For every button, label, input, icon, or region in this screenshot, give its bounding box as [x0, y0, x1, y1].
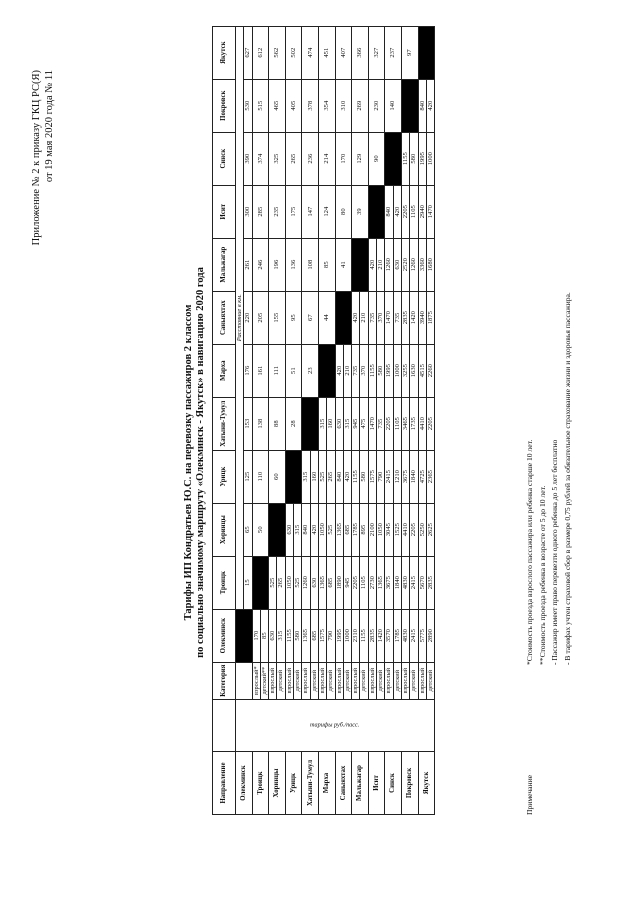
fare-adult: 170: [252, 609, 260, 662]
table-header-row: [213, 26, 236, 814]
direction-cell: Якутск: [418, 752, 435, 815]
fare-child: 630: [310, 556, 318, 609]
fare-child: 1420: [410, 291, 418, 344]
direction-cell: Хоринцы: [269, 752, 286, 815]
category-adult: взрослый: [385, 662, 393, 699]
distance-cell: 175: [285, 185, 302, 238]
distance-cell: 60: [269, 450, 286, 503]
table-row: [252, 26, 260, 814]
fare-adult: 3940: [418, 291, 426, 344]
fare-adult: 1155: [285, 609, 293, 662]
fare-adult: 420: [335, 344, 343, 397]
fare-adult: 630: [269, 609, 277, 662]
fare-child: 1840: [410, 450, 418, 503]
distance-cell: 15: [244, 556, 252, 609]
distance-cell: 176: [244, 344, 252, 397]
distance-cell: 85: [318, 238, 335, 291]
fare-child: 315: [343, 397, 351, 450]
fare-adult: 945: [352, 397, 360, 450]
column-header: Троицк: [213, 556, 236, 609]
column-header: Урицк: [213, 450, 236, 503]
fare-child: 420: [343, 450, 351, 503]
fare-child: 1785: [393, 609, 401, 662]
fare-adult: 4830: [401, 609, 409, 662]
distance-cell: 407: [335, 26, 352, 79]
direction-cell: Хатыни-Тумул: [302, 752, 319, 815]
distance-cell: 51: [285, 344, 302, 397]
fare-adult: 4515: [418, 344, 426, 397]
distance-cell: 515: [252, 79, 269, 132]
column-header: Олекминск: [213, 609, 236, 662]
distance-cell: 155: [269, 291, 286, 344]
table-row: [236, 26, 244, 814]
category-child: детский: [410, 662, 418, 699]
fare-table: [212, 26, 435, 815]
distance-cell: 65: [244, 503, 252, 556]
fare-adult: 2940: [418, 185, 426, 238]
distance-cell: 50: [252, 503, 269, 556]
column-header: Якутск: [213, 26, 236, 79]
distance-cell: 366: [352, 26, 369, 79]
diagonal-cell: [368, 185, 385, 238]
distance-cell: 44: [318, 291, 335, 344]
fare-adult: 525: [318, 450, 326, 503]
fare-adult: 3675: [385, 556, 393, 609]
diagonal-cell: [352, 238, 369, 291]
header-unit: [213, 699, 236, 751]
distance-cell: 300: [244, 185, 252, 238]
fare-child: 315: [294, 503, 302, 556]
fare-child: 2205: [426, 397, 434, 450]
fare-adult: 840: [418, 79, 426, 132]
distance-cell: 390: [244, 132, 252, 185]
fare-child: 1840: [393, 556, 401, 609]
distance-cell: 125: [244, 450, 252, 503]
fare-child: 1680: [426, 238, 434, 291]
distance-cell: 39: [352, 185, 369, 238]
fare-adult: 1470: [368, 397, 376, 450]
fare-adult: 1995: [385, 344, 393, 397]
fare-adult: 315: [302, 450, 310, 503]
fare-child: 1155: [360, 609, 368, 662]
fare-adult: 2310: [352, 609, 360, 662]
distance-cell: 205: [252, 291, 269, 344]
fare-child: 370: [360, 344, 368, 397]
fare-adult: 420: [368, 238, 376, 291]
fare-child: 370: [377, 291, 385, 344]
table-row: [352, 26, 360, 814]
column-header: Хоринцы: [213, 503, 236, 556]
fare-adult: 1260: [385, 238, 393, 291]
distance-cell: 124: [318, 185, 335, 238]
appendix-header: [30, 70, 56, 245]
fare-child: 315: [277, 609, 285, 662]
category-child: детский: [310, 662, 318, 699]
fare-adult: 4410: [418, 397, 426, 450]
distance-cell: 269: [352, 79, 369, 132]
fare-adult: 840: [302, 503, 310, 556]
column-header: Покровск: [213, 79, 236, 132]
fare-child: 2415: [410, 556, 418, 609]
fare-adult: 630: [335, 397, 343, 450]
fare-child: 2890: [426, 609, 434, 662]
category-adult: взрослый: [401, 662, 409, 699]
fare-child: 85: [260, 609, 268, 662]
fare-child: 1735: [410, 397, 418, 450]
fare-adult: 1470: [385, 291, 393, 344]
distance-cell: 196: [269, 238, 286, 291]
category-adult: взрослый: [302, 662, 310, 699]
fare-child: 1630: [410, 344, 418, 397]
column-header: Марха: [213, 344, 236, 397]
distance-cell: 374: [252, 132, 269, 185]
fare-child: 580: [377, 344, 385, 397]
fare-child: 735: [393, 291, 401, 344]
fare-adult: 525: [269, 556, 277, 609]
direction-cell: Марха: [318, 752, 335, 815]
column-header: Саныяхтах: [213, 291, 236, 344]
distance-cell: 147: [302, 185, 319, 238]
diagonal-cell: [401, 79, 418, 132]
title-line-1: Тарифы ИП Кондратьев Ю.С. на перевозку пассажиров 2 классом: [183, 304, 194, 621]
fare-child: 1000: [393, 344, 401, 397]
fare-child: 895: [360, 503, 368, 556]
note-item: **Стоимость проезда ребенка в возрасте от 5 до 10 лет.: [537, 485, 547, 665]
fare-adult: 2100: [368, 503, 376, 556]
table-row: [426, 26, 434, 814]
distance-cell: 236: [302, 132, 319, 185]
direction-cell: Синск: [385, 752, 402, 815]
category-child: детский: [294, 662, 302, 699]
distance-cell: 502: [285, 26, 302, 79]
fare-child: 2205: [410, 503, 418, 556]
diagonal-cell: [285, 450, 302, 503]
fare-adult: 1155: [368, 344, 376, 397]
distance-cell: 90: [368, 132, 385, 185]
diagonal-cell: [302, 397, 319, 450]
table-row: [335, 26, 343, 814]
fare-adult: 4830: [401, 556, 409, 609]
fare-child: 1000: [426, 132, 434, 185]
fare-adult: 735: [352, 344, 360, 397]
fare-adult: 735: [368, 291, 376, 344]
table-row: [410, 26, 418, 814]
category-child: детский: [426, 662, 434, 699]
note-item: - Пассажир имеет право перевезти одного ребенка до 5 лет бесплатно: [550, 439, 559, 665]
fare-adult: 315: [318, 397, 326, 450]
distance-cell: 111: [269, 344, 286, 397]
diagonal-cell: [318, 344, 335, 397]
fare-adult: 1050: [285, 556, 293, 609]
category-child: детский: [343, 662, 351, 699]
fare-child: 1875: [426, 291, 434, 344]
document-title: [183, 10, 207, 915]
fare-child: 735: [377, 397, 385, 450]
fare-child: 1420: [377, 609, 385, 662]
header-category: Категория: [213, 662, 236, 699]
fare-adult: 2520: [401, 238, 409, 291]
fare-adult: 4725: [418, 450, 426, 503]
fare-child: 160: [310, 450, 318, 503]
appendix-line-1: Приложение № 2 к приказу ГКЦ РС(Я): [31, 70, 42, 246]
fare-child: 1470: [426, 185, 434, 238]
fare-adult: 1785: [352, 503, 360, 556]
fare-adult: 1995: [335, 609, 343, 662]
fare-adult: 1260: [302, 556, 310, 609]
distance-cell: 170: [335, 132, 352, 185]
distance-cell: 451: [318, 26, 335, 79]
fare-child: 1105: [393, 397, 401, 450]
direction-cell: Саныяхтах: [335, 752, 352, 815]
category-cell: [236, 662, 253, 699]
fare-child: 580: [360, 450, 368, 503]
distance-cell: 28: [285, 397, 302, 450]
fare-child: 420: [310, 503, 318, 556]
distance-cell: 41: [335, 238, 352, 291]
direction-cell: Урицк: [285, 752, 302, 815]
fare-adult: 2730: [368, 556, 376, 609]
note-item: - В тарифах учтен страховой сбор в размере 0,75 рублей за обязательное страхование жизни и здоровья пассажира.: [562, 292, 572, 665]
fare-adult: 1050: [318, 503, 326, 556]
category-adult: взрослый*: [252, 662, 260, 699]
distance-cell: 325: [269, 132, 286, 185]
fare-adult: 840: [385, 185, 393, 238]
fare-adult: 2835: [401, 291, 409, 344]
fare-child: 2625: [426, 503, 434, 556]
fare-adult: 4410: [401, 503, 409, 556]
diagonal-cell: [385, 132, 402, 185]
fare-child: 685: [327, 556, 335, 609]
distance-cell: 108: [302, 238, 319, 291]
distance-cell: 378: [302, 79, 319, 132]
note-item: *Стоимость проезда взрослого пассажира или ребенка старше 10 лет.: [525, 439, 534, 665]
fare-child: 1105: [410, 185, 418, 238]
fare-child: 945: [343, 556, 351, 609]
table-row: [302, 26, 310, 814]
fare-adult: 2205: [352, 556, 360, 609]
fare-child: 790: [327, 609, 335, 662]
distance-cell: 97: [401, 26, 418, 79]
category-child: детский: [327, 662, 335, 699]
category-adult: взрослый: [352, 662, 360, 699]
distance-cell: 161: [252, 344, 269, 397]
fare-child: 210: [343, 344, 351, 397]
table-row: [285, 26, 293, 814]
direction-cell: Исит: [368, 752, 385, 815]
category-adult: взрослый: [269, 662, 277, 699]
fare-adult: 1365: [318, 556, 326, 609]
fare-adult: 1890: [335, 556, 343, 609]
diagonal-cell: [236, 609, 253, 662]
notes-block: [524, 292, 574, 815]
distance-cell: 285: [252, 185, 269, 238]
category-adult: взрослый: [318, 662, 326, 699]
fare-child: 1260: [410, 238, 418, 291]
distance-cell: 23: [302, 344, 319, 397]
category-adult: взрослый: [418, 662, 426, 699]
category-adult: взрослый: [335, 662, 343, 699]
fare-child: 420: [426, 79, 434, 132]
fare-adult: 630: [285, 503, 293, 556]
category-child: детский: [393, 662, 401, 699]
distance-cell: 136: [285, 238, 302, 291]
distance-cell: 88: [269, 397, 286, 450]
distance-cell: 627: [244, 26, 252, 79]
direction-cell: Покровск: [401, 752, 418, 815]
table-row: [418, 26, 426, 814]
distance-cell: 237: [385, 26, 402, 79]
distance-cell: 354: [318, 79, 335, 132]
fare-child: 525: [294, 556, 302, 609]
distance-label: Расстояние в км.: [236, 26, 244, 609]
category-child: детский: [377, 662, 385, 699]
notes-label: Примечание: [525, 774, 534, 815]
distance-cell: 214: [318, 132, 335, 185]
column-header: Мальжагар: [213, 238, 236, 291]
distance-cell: 327: [368, 26, 385, 79]
fare-child: 1210: [393, 450, 401, 503]
fare-child: 1105: [360, 556, 368, 609]
fare-child: 685: [343, 503, 351, 556]
fare-adult: 3045: [385, 503, 393, 556]
column-header: Синск: [213, 132, 236, 185]
category-child: детский**: [260, 662, 268, 699]
fare-adult: 3465: [401, 397, 409, 450]
fare-child: 475: [360, 397, 368, 450]
fare-child: 790: [377, 450, 385, 503]
diagonal-cell: [418, 26, 435, 79]
distance-cell: 140: [385, 79, 402, 132]
distance-cell: 80: [335, 185, 352, 238]
distance-cell: 220: [244, 291, 252, 344]
fare-child: 580: [410, 132, 418, 185]
direction-cell: Мальжагар: [352, 752, 369, 815]
title-line-2: по социально значимому маршруту «Олекминск - Якутск» в навигацию 2020 года: [195, 267, 206, 658]
fare-child: 2260: [426, 344, 434, 397]
fare-child: 265: [277, 556, 285, 609]
table-row: [401, 26, 409, 814]
fare-child: 525: [327, 503, 335, 556]
fare-adult: 5670: [418, 556, 426, 609]
unit-label-cell: [236, 699, 435, 751]
fare-child: 210: [360, 291, 368, 344]
fare-child: 630: [393, 238, 401, 291]
distance-cell: 612: [252, 26, 269, 79]
distance-cell: 261: [244, 238, 252, 291]
distance-cell: 405: [285, 79, 302, 132]
fare-adult: 2835: [368, 609, 376, 662]
distance-cell: 138: [252, 397, 269, 450]
distance-cell: 246: [252, 238, 269, 291]
fare-child: 2415: [410, 609, 418, 662]
fare-child: 2365: [426, 450, 434, 503]
distance-cell: 310: [335, 79, 352, 132]
column-header: Хатыни-Тумул: [213, 397, 236, 450]
fare-child: 265: [327, 450, 335, 503]
fare-adult: 1155: [401, 132, 409, 185]
direction-cell: Олекминск: [236, 752, 253, 815]
fare-adult: 1155: [352, 450, 360, 503]
distance-cell: 235: [269, 185, 286, 238]
diagonal-cell: [269, 503, 286, 556]
fare-child: 1050: [377, 503, 385, 556]
category-child: детский: [277, 662, 285, 699]
distance-cell: 265: [285, 132, 302, 185]
fare-child: 1365: [377, 556, 385, 609]
fare-adult: 1365: [335, 503, 343, 556]
fare-adult: 1575: [368, 450, 376, 503]
category-adult: взрослый: [285, 662, 293, 699]
fare-adult: 1575: [318, 609, 326, 662]
distance-cell: 110: [252, 450, 269, 503]
header-direction: Направление: [213, 752, 236, 815]
fare-adult: 2205: [385, 397, 393, 450]
fare-adult: 840: [335, 450, 343, 503]
distance-cell: 95: [285, 291, 302, 344]
distance-cell: 530: [244, 79, 252, 132]
direction-cell: Троицк: [252, 752, 269, 815]
distance-cell: 129: [352, 132, 369, 185]
table-row: [368, 26, 376, 814]
fare-adult: 2415: [385, 450, 393, 503]
fare-child: 685: [310, 609, 318, 662]
distance-cell: 465: [269, 79, 286, 132]
distance-cell: 562: [269, 26, 286, 79]
fare-child: 210: [377, 238, 385, 291]
fare-child: 160: [327, 397, 335, 450]
appendix-line-2: от 19 мая 2020 года № 11: [44, 70, 55, 183]
fare-child: 2835: [426, 556, 434, 609]
category-adult: взрослый: [368, 662, 376, 699]
fare-adult: 1365: [302, 609, 310, 662]
diagonal-cell: [335, 291, 352, 344]
distance-cell: 67: [302, 291, 319, 344]
fare-adult: 3570: [385, 609, 393, 662]
table-row: [385, 26, 393, 814]
table-row: [269, 26, 277, 814]
fare-child: 1000: [343, 609, 351, 662]
fare-adult: 420: [352, 291, 360, 344]
diagonal-cell: [252, 556, 269, 609]
column-header: Исит: [213, 185, 236, 238]
table-row: [318, 26, 326, 814]
distance-cell: 153: [244, 397, 252, 450]
distance-cell: 230: [368, 79, 385, 132]
notes-list: [524, 292, 574, 815]
fare-child: 1525: [393, 503, 401, 556]
fare-adult: 5250: [418, 503, 426, 556]
fare-adult: 3360: [418, 238, 426, 291]
fare-adult: 1995: [418, 132, 426, 185]
distance-cell: 474: [302, 26, 319, 79]
fare-adult: 2205: [401, 185, 409, 238]
fare-child: 420: [393, 185, 401, 238]
fare-adult: 3255: [401, 344, 409, 397]
unit-label: тарифы руб./пасс.: [310, 721, 360, 729]
fare-adult: 3675: [401, 450, 409, 503]
fare-adult: 5775: [418, 609, 426, 662]
fare-child: 580: [294, 609, 302, 662]
category-child: детский: [360, 662, 368, 699]
